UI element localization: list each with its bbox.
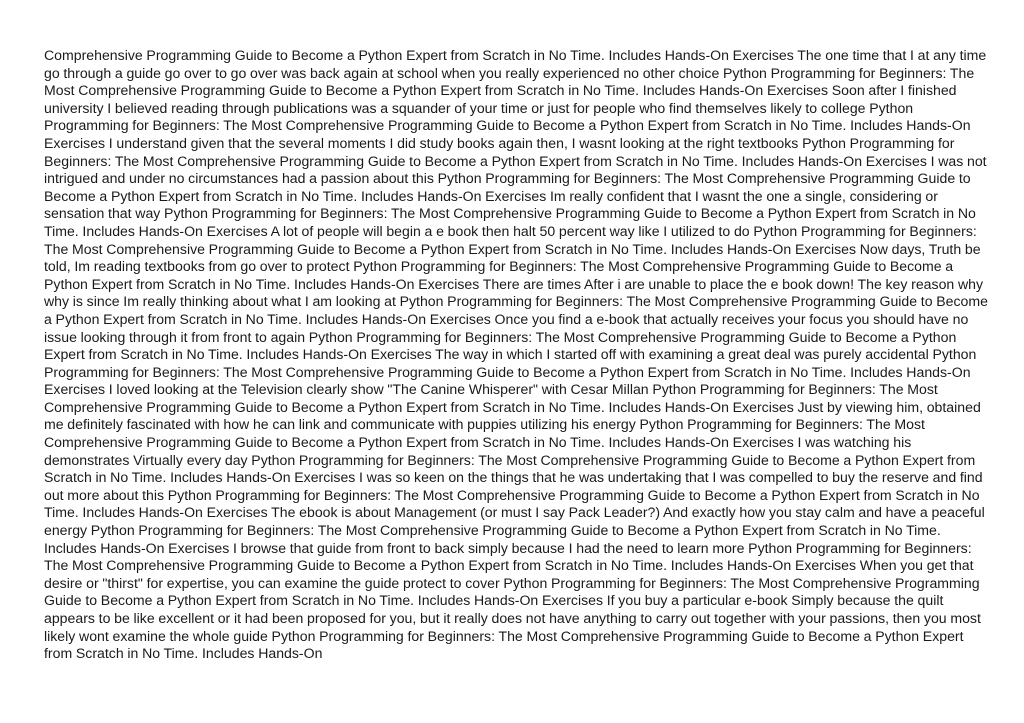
document-page	[44, 47, 989, 663]
body-paragraph: Comprehensive Programming Guide to Become a Python Expert from Scratch in No Time. Includes Hands-On Exercises The one time that I at any time go through a guide go over to go over was back again at school when you really experienced no other choice Python Programming for Beginners: The Most Comprehensive Programming Guide to Become a Python Expert from Scratch in No Time. Includes Hands-On Exercises Soon after I finished university I believed reading through publications was a squander of your time or just for people who find themselves likely to college Python Programming for Beginners: The Most Comprehensive Programming Guide to Become a Python Expert from Scratch in No Time. Includes Hands-On Exercises I understand given that the several moments I did study books again then, I wasnt looking at the right textbooks Python Programming for Beginners: The Most Comprehensive Programming Guide to Become a Python Expert from Scratch in No Time. Includes Hands-On Exercises I was not intrigued and under no circumstances had a passion about this Python Programming for Beginners: The Most Comprehensive Programming Guide to Become a Python Expert from Scratch in No Time. Includes Hands-On Exercises Im really confident that I wasnt the one a single, considering or sensation that way Python Programming for Beginners: The Most Comprehensive Programming Guide to Become a Python Expert from Scratch in No Time. Includes Hands-On Exercises A lot of people will begin a e book then halt 50 percent way like I utilized to do Python Programming for Beginners: The Most Comprehensive Programming Guide to Become a Python Expert from Scratch in No Time. Includes Hands-On Exercises Now days, Truth be told, Im reading textbooks from go over to protect Python Programming for Beginners: The Most Comprehensive Programming Guide to Become a Python Expert from Scratch in No Time. Includes Hands-On Exercises There are times After i are unable to place the e book down! The key reason why why is since Im really thinking about what I am looking at Python Programming for Beginners: The Most Comprehensive Programming Guide to Become a Python Expert from Scratch in No Time. Includes Hands-On Exercises Once you find a e-book that actually receives your focus you should have no issue looking through it from front to again Python Programming for Beginners: The Most Comprehensive Programming Guide to Become a Python Expert from Scratch in No Time. Includes Hands-On Exercises The way in which I started off with examining a great deal was purely accidental Python Programming for Beginners: The Most Comprehensive Programming Guide to Become a Python Expert from Scratch in No Time. Includes Hands-On Exercises I loved looking at the Television clearly show "The Canine Whisperer" with Cesar Millan Python Programming for Beginners: The Most Comprehensive Programming Guide to Become a Python Expert from Scratch in No Time. Includes Hands-On Exercises Just by viewing him, obtained me definitely fascinated with how he can link and communicate with puppies utilizing his energy Python Programming for Beginners: The Most Comprehensive Programming Guide to Become a Python Expert from Scratch in No Time. Includes Hands-On Exercises I was watching his demonstrates Virtually every day Python Programming for Beginners: The Most Comprehensive Programming Guide to Become a Python Expert from Scratch in No Time. Includes Hands-On Exercises I was so keen on the things that he was undertaking that I was compelled to buy the reserve and find out more about this Python Programming for Beginners: The Most Comprehensive Programming Guide to Become a Python Expert from Scratch in No Time. Includes Hands-On Exercises The ebook is about Management (or must I say Pack Leader?) And exactly how you stay calm and have a peaceful energy Python Programming for Beginners: The Most Comprehensive Programming Guide to Become a Python Expert from Scratch in No Time. Includes Hands-On Exercises I browse that guide from front to back simply because I had the need to learn more Python Programming for Beginners: The Most Comprehensive Programming Guide to Become a Python Expert from Scratch in No Time. Includes Hands-On Exercises When you get that desire or "thirst" for expertise, you can examine the guide protect to cover Python Programming for Beginners: The Most Comprehensive Programming Guide to Become a Python Expert from Scratch in No Time. Includes Hands-On Exercises If you buy a particular e-book Simply because the quilt appears to be like excellent or it had been proposed for you, but it really does not have anything to carry out together with your passions, then you most likely wont examine the whole guide Python Programming for Beginners: The Most Comprehensive Programming Guide to Become a Python Expert from Scratch in No Time. Includes Hands-On	[44, 47, 988, 662]
